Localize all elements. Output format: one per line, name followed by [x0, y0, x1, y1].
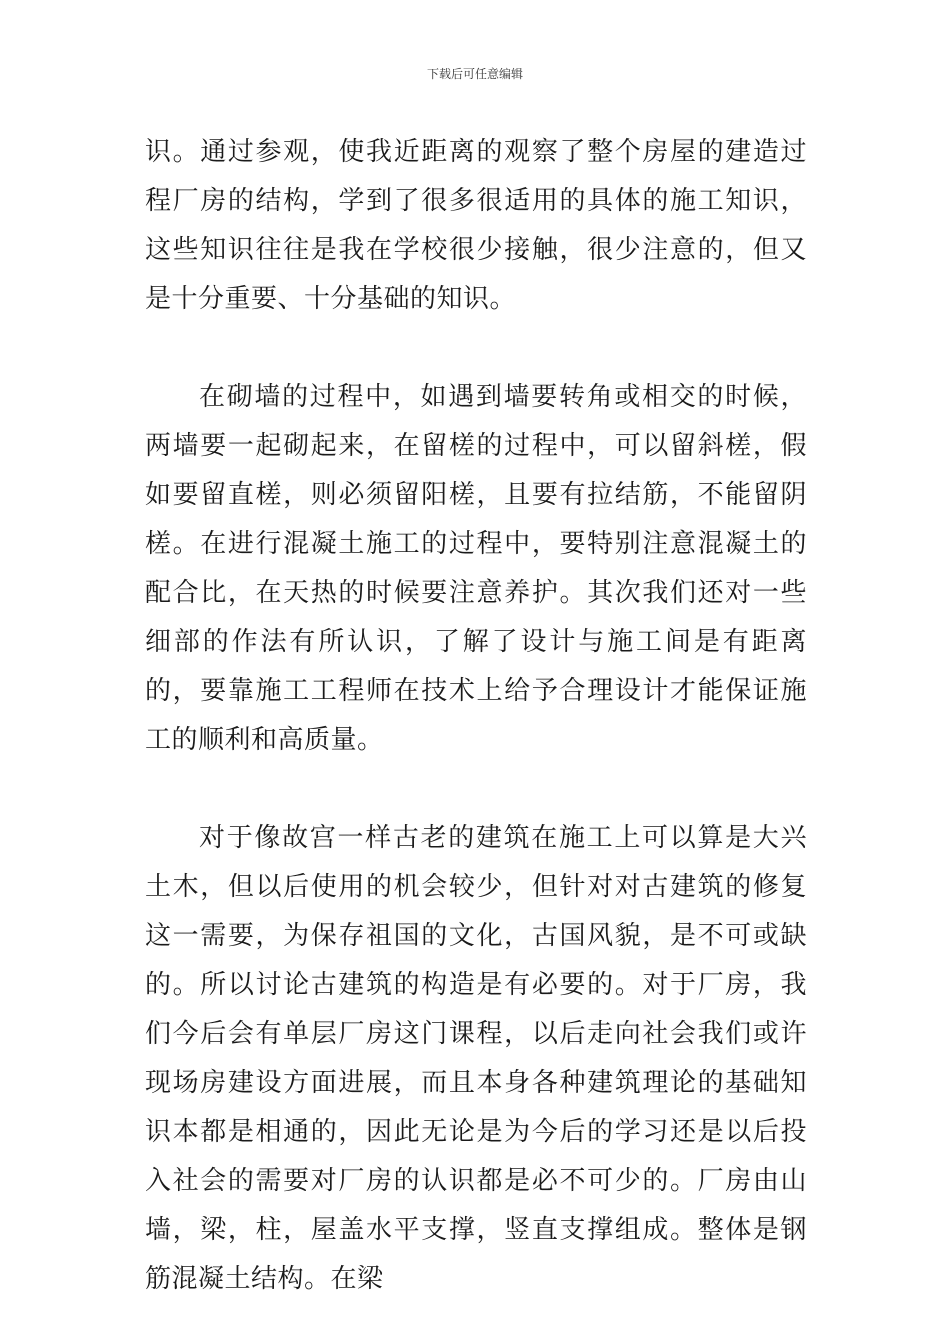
paragraph-3: 对于像故宫一样古老的建筑在施工上可以算是大兴土木，但以后使用的机会较少，但针对对古建筑的修复这一需要，为保存祖国的文化，古国风貌，是不可或缺的。所以讨论古建筑的构造是有必要的。对于厂房，我们今后会有单层厂房这门课程，以后走向社会我们或许现场房建设方面进展，而且本身各种建筑理论的基础知识本都是相通的，因此无论是为今后的学习还是以后投入社会的需要对厂房的认识都是必不可少的。厂房由山墙，梁，柱，屋盖水平支撑，竖直支撑组成。整体是钢筋混凝土结构。在梁 [145, 823, 807, 1294]
paragraph-1: 识。通过参观，使我近距离的观察了整个房屋的建造过程厂房的结构，学到了很多很适用的具体的施工知识，这些知识往往是我在学校很少接触，很少注意的，但又是十分重要、十分基础的知识。 [145, 137, 807, 314]
header-note: 下载后可任意编辑 [426, 67, 523, 81]
paragraph-2: 在砌墙的过程中，如遇到墙要转角或相交的时候，两墙要一起砌起来，在留槎的过程中，可以留斜槎，假如要留直槎，则必须留阳槎，且要有拉结筋，不能留阴槎。在进行混凝土施工的过程中，要特别注意混凝土的配合比，在天热的时候要注意养护。其次我们还对一些细部的作法有所认识，了解了设计与施工间是有距离的，要靠施工工程师在技术上给予合理设计才能保证施工的顺利和高质量。 [145, 382, 807, 755]
paragraph-gap [145, 324, 807, 373]
paragraph-gap [145, 765, 807, 814]
document-body [145, 128, 807, 1304]
